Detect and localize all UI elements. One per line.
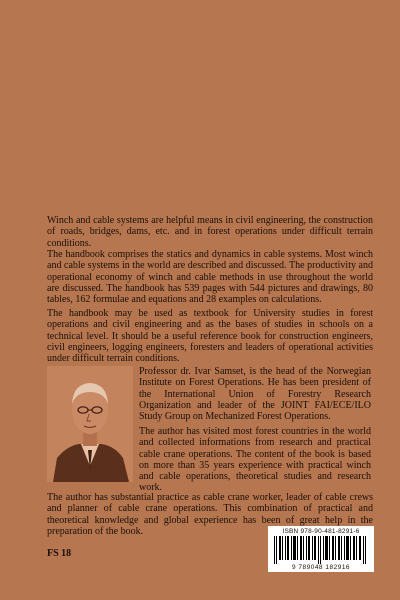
- author-practice-paragraph: The author has substantial practice as cable crane worker, leader of cable crews and planner of cable crane operations. This combination of practical and theoretical knowledge and global experience has been of great help in the preparation of the book.: [47, 492, 373, 537]
- author-portrait: [47, 366, 133, 482]
- contents-paragraph: The handbook comprises the statics and dynamics in cable systems. Most winch and cable systems in the world are described and discussed. The productivity and operational economy of winch and cable methods in use throughout the world are discussed. The handbook has 539 pages with 544 pictures and drawings, 80 tables, 162 formulae and equations and 28 examples on calculations.: [47, 249, 373, 306]
- author-experience-paragraph: The author has visited most forest countries in the world and collected informations from research and practical cable crane operations. The content of the book is based on more than 35 years experience with practical winch and cable operations, theoretical studies and research work.: [139, 426, 371, 494]
- series-code: FS 18: [47, 548, 72, 559]
- author-bio-paragraph: Professor dr. Ivar Samset, is the head of the Norwegian Institute on Forest Operations. He has been president of the International Union of Forestry Research Organization and leader of the JOINT FAI/ECE/ILO Study Group on Mechanized Forest Operations.: [139, 366, 371, 423]
- barcode-label: [268, 526, 374, 572]
- barcode-bars: [274, 536, 368, 564]
- barcode-number: 9 789048 182916: [291, 564, 351, 571]
- author-section: [47, 366, 377, 494]
- intro-paragraph: Winch and cable systems are helpful means in civil engineering, the construction of roads, bridges, dams, etc. and in forest operations under difficult terrain conditions.: [47, 215, 373, 249]
- isbn-text: ISBN 978-90-481-8291-6: [282, 528, 360, 535]
- usage-paragraph: The handbook may be used as textbook for University studies in forest operations and civil engineering and as the bases of studies in schools on a technical level. It should be a useful reference book for construction engineers, civil engineers, logging engineers, foresters and leaders of operational activities under difficult terrain conditions.: [47, 308, 373, 365]
